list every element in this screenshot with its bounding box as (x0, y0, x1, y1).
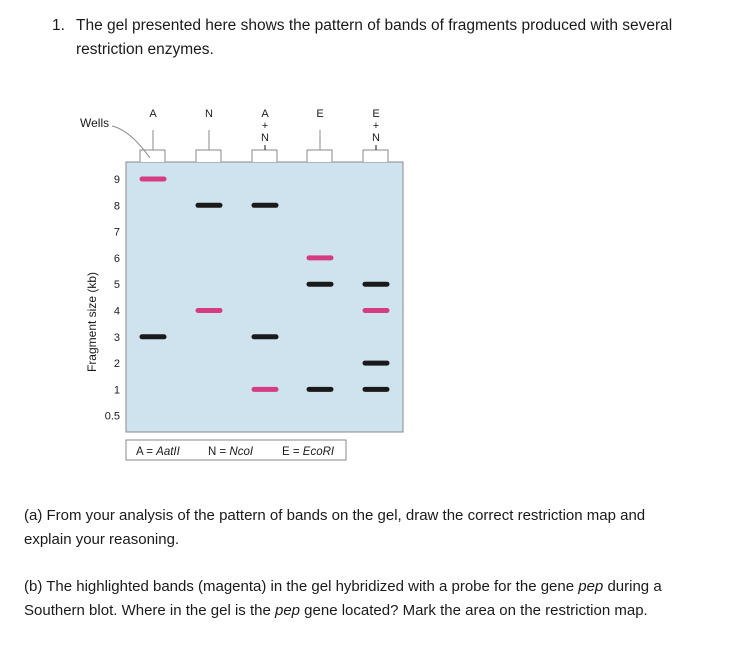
size-tick-label: 7 (113, 226, 120, 239)
legend-ecori (282, 446, 335, 458)
question-text-line1: The gel presented here shows the pattern of bands of fragments produced with several (76, 17, 673, 34)
size-tick-label: 2 (113, 358, 120, 371)
size-tick-label: 1 (113, 384, 120, 397)
lane-label-char: + (261, 120, 269, 132)
part-a-line1: (a) From your analysis of the pattern of bands on the gel, draw the correct restriction map and (24, 507, 646, 524)
size-tick-label: 4 (113, 305, 120, 318)
part-b-gene2: pep (274, 601, 301, 619)
part-b-text (24, 575, 724, 622)
wells-label: Wells (80, 116, 110, 130)
size-tick-label: 0.5 (104, 410, 120, 423)
legend-ncoi (208, 446, 254, 458)
lane-label-char: A (149, 108, 157, 120)
question-number: 1. (52, 17, 65, 34)
part-b-gene1: pep (578, 578, 604, 595)
well-1 (140, 150, 165, 162)
part-a-text (24, 504, 724, 551)
legend-ecori-prefix: E = (282, 446, 303, 458)
size-tick-label: 5 (113, 279, 120, 292)
part-b-line2 (24, 599, 724, 623)
size-tick-label: 8 (113, 200, 120, 213)
lane-label-char: E (316, 108, 324, 120)
well-4 (307, 150, 332, 162)
part-b-s3: Southern blot. Where in the gel is the (24, 601, 275, 619)
question-text-line2: restriction enzymes. (76, 41, 214, 58)
y-axis-label: Fragment size (kb) (85, 271, 99, 373)
well-2 (196, 150, 221, 162)
size-tick-labels (105, 174, 120, 422)
lane-labels (149, 108, 380, 150)
lane-label-char: A (261, 108, 269, 120)
part-b-line1 (24, 575, 724, 599)
part-b-s4: gene located? Mark the area on the restriction map. (300, 601, 648, 619)
legend-aatii-prefix: A = (136, 446, 157, 458)
part-a-line2: explain your reasoning. (24, 530, 180, 548)
legend-ncoi-name: NcoI (229, 446, 254, 458)
legend-aatii-name: AatII (156, 446, 180, 458)
lane-label-char: E (372, 108, 380, 120)
size-tick-label: 6 (113, 252, 120, 265)
part-b-s1: (b) The highlighted bands (magenta) in the gel hybridized with a probe for the gene (24, 578, 579, 595)
lane-label-char: + (372, 120, 380, 132)
legend-ecori-name: EcoRI (302, 446, 335, 458)
well-3 (252, 150, 277, 162)
lane-label-char: N (372, 132, 380, 144)
legend-ncoi-prefix: N = (208, 446, 230, 458)
part-b-s2: during a (603, 578, 662, 595)
lane-label-char: N (261, 132, 269, 144)
legend-aatii (136, 446, 181, 458)
wells (140, 150, 388, 162)
lane-label-char: N (205, 108, 213, 120)
size-tick-label: 3 (113, 331, 120, 344)
size-tick-label: 9 (113, 174, 120, 186)
well-5 (363, 150, 388, 162)
